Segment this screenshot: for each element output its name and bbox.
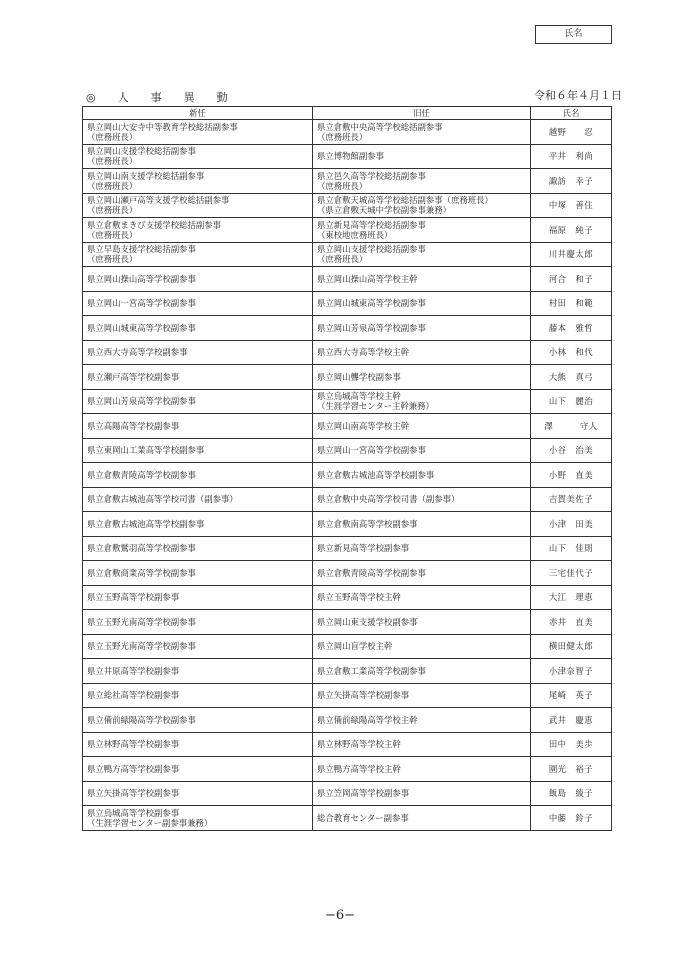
post-title: 県立玉野高等学校副参事 (87, 592, 180, 603)
post-title: 県立林野高等学校主幹 (317, 739, 401, 750)
table-row (83, 683, 612, 708)
post-title: 県立倉敷鷲羽高等学校副参事 (87, 543, 196, 554)
person-name-cell: 中塚 善住 (531, 193, 612, 218)
new-post-cell (83, 732, 313, 757)
new-post-cell (83, 438, 313, 463)
table-row (83, 806, 612, 831)
post-title: 県立玉野高等学校主幹 (317, 592, 401, 603)
post-title: 県立岡山支援学校総括副参事 (87, 146, 196, 157)
new-post-cell (83, 610, 313, 635)
table-header-row (83, 107, 612, 120)
person-name-cell: 大江 理恵 (531, 585, 612, 610)
post-title: 県立矢掛高等学校副参事 (317, 690, 410, 701)
table-row (83, 316, 612, 341)
new-post-cell (83, 806, 313, 831)
old-post-cell (313, 610, 531, 635)
person-name-cell: 村田 和範 (531, 291, 612, 316)
post-title: 県立玉野光南高等学校副参事 (87, 616, 196, 627)
post-subtitle: （生涯学習センター副参事兼務） (87, 817, 213, 828)
table-row (83, 365, 612, 390)
table-row (83, 732, 612, 757)
post-title: 県立岡山支援学校総括副参事 (317, 244, 426, 255)
new-post-cell (83, 585, 313, 610)
post-title: 県立矢掛高等学校副参事 (87, 788, 180, 799)
person-name-cell: 平井 利尚 (531, 144, 612, 169)
post-subtitle: （庶務班長） (87, 229, 138, 240)
post-title: 県立岡山大安寺中等教育学校総括副参事 (87, 121, 238, 132)
post-title: 県立倉敷天城高等学校総括副参事（庶務班長） (317, 195, 493, 206)
post-title: 県立倉敷古城池高等学校司書（副参事） (87, 494, 238, 505)
person-name-cell: 澤 守人 (531, 414, 612, 439)
new-post-cell (83, 659, 313, 684)
person-name-cell: 小谷 治美 (531, 438, 612, 463)
person-name-cell: 飯島 綾子 (531, 781, 612, 806)
new-post-cell (83, 757, 313, 782)
post-title: 県立岡山一宮高等学校副参事 (87, 298, 196, 309)
post-subtitle: （庶務班長） (317, 180, 368, 191)
table-row (83, 120, 612, 145)
post-title: 県立高陽高等学校副参事 (87, 420, 180, 431)
person-name-cell: 小津 田美 (531, 512, 612, 537)
new-post-cell (83, 389, 313, 414)
table-row (83, 585, 612, 610)
new-post-cell (83, 463, 313, 488)
old-post-cell (313, 561, 531, 586)
old-post-cell (313, 487, 531, 512)
new-post-cell (83, 781, 313, 806)
post-title: 県立倉敷まきび支援学校総括副参事 (87, 219, 221, 230)
post-title: 県立東岡山工業高等学校副参事 (87, 445, 205, 456)
post-title: 県立鴨方高等学校主幹 (317, 763, 401, 774)
new-post-cell (83, 634, 313, 659)
post-title: 県立岡山南高等学校主幹 (317, 420, 410, 431)
post-title: 県立倉敷中央高等学校総括副参事 (317, 121, 443, 132)
person-name-cell: 武井 慶恵 (531, 708, 612, 733)
old-post-cell (313, 708, 531, 733)
old-post-cell (313, 659, 531, 684)
heading-char: 事 (150, 91, 162, 104)
post-title: 総合教育センター副参事 (317, 812, 409, 823)
post-title: 県立倉敷工業高等学校副参事 (317, 665, 426, 676)
table-row (83, 561, 612, 586)
post-title: 県立岡山東支援学校副参事 (317, 616, 418, 627)
new-post-cell (83, 683, 313, 708)
person-name-cell: 藤本 雅哲 (531, 316, 612, 341)
old-post-cell (313, 144, 531, 169)
post-title: 県立玉野光南高等学校副参事 (87, 641, 196, 652)
table-row (83, 267, 612, 292)
table-row (83, 536, 612, 561)
effective-date: 令和６年４月１日 (534, 89, 622, 102)
post-title: 県立新見高等学校総括副参事 (317, 219, 426, 230)
table-row (83, 512, 612, 537)
heading-char: 異 (183, 91, 195, 104)
person-name-cell: 吉賀美佐子 (531, 487, 612, 512)
post-title: 県立岡山城東高等学校副参事 (317, 298, 426, 309)
post-title: 県立岡山一宮高等学校副参事 (317, 445, 426, 456)
post-subtitle: （庶務班長） (87, 180, 138, 191)
post-title: 県立岡山操山高等学校副参事 (87, 273, 196, 284)
post-title: 県立烏城高等学校副参事 (87, 807, 180, 818)
post-subtitle: （庶務班長） (317, 254, 368, 265)
new-post-cell (83, 414, 313, 439)
post-title: 県立岡山城東高等学校副参事 (87, 322, 196, 333)
heading-mark: ◎ (86, 91, 96, 104)
new-post-cell (83, 708, 313, 733)
post-title: 県立倉敷青陵高等学校副参事 (317, 567, 426, 578)
post-title: 県立博物館副参事 (317, 151, 384, 162)
table-row (83, 193, 612, 218)
table-row (83, 610, 612, 635)
post-title: 県立瀬戸高等学校副参事 (87, 371, 180, 382)
old-post-cell (313, 340, 531, 365)
post-title: 県立岡山操山高等学校主幹 (317, 273, 418, 284)
new-post-cell (83, 487, 313, 512)
table-row (83, 463, 612, 488)
table-row (83, 340, 612, 365)
person-name-cell: 尾崎 英子 (531, 683, 612, 708)
table-row (83, 169, 612, 194)
column-header-old: 旧任 (313, 107, 531, 120)
old-post-cell (313, 218, 531, 243)
table-row (83, 291, 612, 316)
old-post-cell (313, 316, 531, 341)
old-post-cell (313, 463, 531, 488)
post-title: 県立倉敷古城池高等学校副参事 (87, 518, 205, 529)
post-subtitle: （庶務班長） (87, 254, 138, 265)
heading-char: 人 (117, 91, 129, 104)
old-post-cell (313, 732, 531, 757)
heading (86, 89, 250, 105)
old-post-cell (313, 438, 531, 463)
post-title: 県立備前緑陽高等学校副参事 (87, 714, 196, 725)
personnel-table (82, 106, 612, 831)
person-name-cell: 横田健太郎 (531, 634, 612, 659)
post-title: 県立岡山芳泉高等学校副参事 (87, 396, 196, 407)
old-post-cell (313, 634, 531, 659)
post-subtitle: （県立倉敷天城中学校副参事兼務） (317, 205, 451, 216)
heading-char: 動 (216, 91, 228, 104)
post-title: 県立邑久高等学校総括副参事 (317, 170, 426, 181)
new-post-cell (83, 218, 313, 243)
post-title: 県立総社高等学校副参事 (87, 690, 180, 701)
old-post-cell (313, 365, 531, 390)
person-name-cell: 三宅佳代子 (531, 561, 612, 586)
old-post-cell (313, 536, 531, 561)
post-title: 県立岡山芳泉高等学校副参事 (317, 322, 426, 333)
post-title: 県立笠岡高等学校副参事 (317, 788, 410, 799)
page-number: −6− (324, 908, 356, 923)
new-post-cell (83, 561, 313, 586)
post-subtitle: （生涯学習センター主幹兼務） (317, 401, 434, 412)
table-row (83, 242, 612, 267)
post-title: 県立倉敷青陵高等学校副参事 (87, 469, 196, 480)
person-name-cell: 越野 忍 (531, 120, 612, 145)
table-row (83, 634, 612, 659)
post-title: 県立倉敷南高等学校副参事 (317, 518, 418, 529)
post-subtitle: （東校地庶務班長） (317, 229, 393, 240)
column-header-name: 氏名 (531, 107, 612, 120)
person-name-cell: 小野 直美 (531, 463, 612, 488)
table-row (83, 659, 612, 684)
old-post-cell (313, 169, 531, 194)
post-title: 県立西大寺高等学校主幹 (317, 347, 410, 358)
new-post-cell (83, 340, 313, 365)
table-row (83, 389, 612, 414)
post-title: 県立倉敷中央高等学校司書（副参事） (317, 494, 460, 505)
table-row (83, 414, 612, 439)
post-title: 県立倉敷古城池高等学校副参事 (317, 469, 435, 480)
post-title: 県立備前緑陽高等学校主幹 (317, 714, 418, 725)
post-title: 県立倉敷商業高等学校副参事 (87, 567, 196, 578)
table-row (83, 708, 612, 733)
old-post-cell (313, 512, 531, 537)
person-name-cell: 小津奈智子 (531, 659, 612, 684)
table-row (83, 487, 612, 512)
column-header-new: 新任 (83, 107, 313, 120)
new-post-cell (83, 316, 313, 341)
new-post-cell (83, 365, 313, 390)
table-row (83, 218, 612, 243)
old-post-cell (313, 242, 531, 267)
new-post-cell (83, 512, 313, 537)
old-post-cell (313, 267, 531, 292)
post-title: 県立鴨方高等学校副参事 (87, 763, 180, 774)
person-name-cell: 田中 美歩 (531, 732, 612, 757)
post-title: 県立烏城高等学校主幹 (317, 391, 401, 402)
person-name-cell: 川井慶太郎 (531, 242, 612, 267)
table-body (83, 120, 612, 831)
table-row (83, 781, 612, 806)
person-name-cell: 諏訪 幸子 (531, 169, 612, 194)
person-name-cell: 大熊 真弓 (531, 365, 612, 390)
new-post-cell (83, 169, 313, 194)
person-name-cell: 園光 裕子 (531, 757, 612, 782)
old-post-cell (313, 757, 531, 782)
new-post-cell (83, 291, 313, 316)
post-title: 県立岡山瀬戸高等支援学校総括副参事 (87, 195, 230, 206)
old-post-cell (313, 389, 531, 414)
post-title: 県立岡山南支援学校総括副参事 (87, 170, 205, 181)
new-post-cell (83, 242, 313, 267)
new-post-cell (83, 267, 313, 292)
old-post-cell (313, 781, 531, 806)
old-post-cell (313, 585, 531, 610)
post-title: 県立井原高等学校副参事 (87, 665, 180, 676)
post-title: 県立西大寺高等学校副参事 (87, 347, 188, 358)
old-post-cell (313, 291, 531, 316)
old-post-cell (313, 414, 531, 439)
post-subtitle: （庶務班長） (317, 131, 368, 142)
table-row (83, 438, 612, 463)
top-name-label: 氏名 (535, 25, 612, 44)
post-title: 県立岡山聾学校副参事 (317, 371, 401, 382)
old-post-cell (313, 806, 531, 831)
person-name-cell: 河合 和子 (531, 267, 612, 292)
post-subtitle: （庶務班長） (87, 205, 138, 216)
post-title: 県立岡山盲学校主幹 (317, 641, 393, 652)
person-name-cell: 赤井 直美 (531, 610, 612, 635)
person-name-cell: 小林 和代 (531, 340, 612, 365)
old-post-cell (313, 120, 531, 145)
post-title: 県立林野高等学校副参事 (87, 739, 180, 750)
old-post-cell (313, 193, 531, 218)
new-post-cell (83, 193, 313, 218)
old-post-cell (313, 683, 531, 708)
new-post-cell (83, 144, 313, 169)
new-post-cell (83, 120, 313, 145)
new-post-cell (83, 536, 313, 561)
table-row (83, 144, 612, 169)
post-subtitle: （庶務班長） (87, 156, 138, 167)
page-header (0, 0, 680, 104)
post-title: 県立早島支援学校総括副参事 (87, 244, 196, 255)
person-name-cell: 中藤 鈴子 (531, 806, 612, 831)
person-name-cell: 山下 麗治 (531, 389, 612, 414)
person-name-cell: 福原 純子 (531, 218, 612, 243)
table-row (83, 757, 612, 782)
post-title: 県立新見高等学校副参事 (317, 543, 410, 554)
person-name-cell: 山下 佳則 (531, 536, 612, 561)
post-subtitle: （庶務班長） (87, 131, 138, 142)
